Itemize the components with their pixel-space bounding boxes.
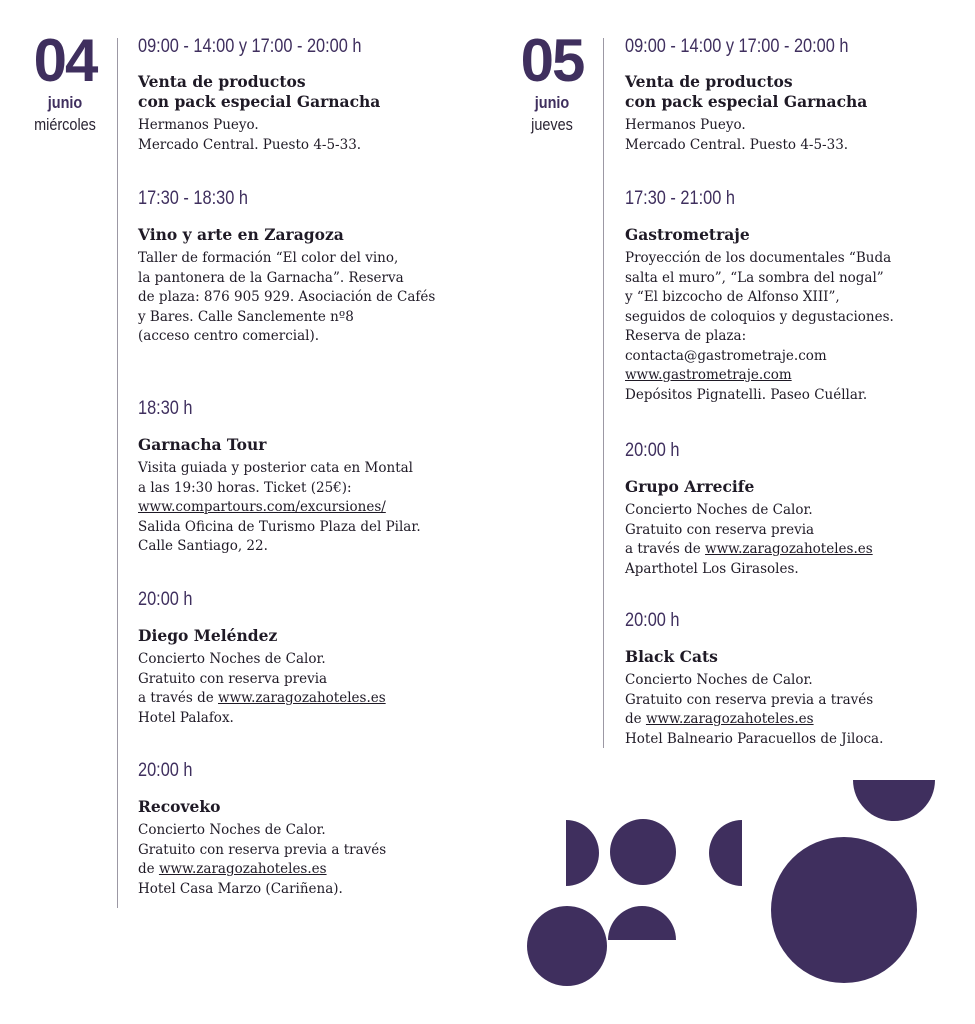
event-desc-line: seguidos de coloquios y degustaciones.	[625, 308, 894, 325]
day-weekday: jueves	[531, 115, 573, 134]
event-title-line: Black Cats	[625, 647, 718, 666]
half-circle-shape	[608, 906, 676, 940]
event-time: 20:00 h	[138, 589, 193, 610]
large-circle-shape	[771, 837, 917, 983]
zaragozahoteles-link[interactable]: www.zaragozahoteles.es	[218, 690, 386, 706]
event-desc-line: salta el muro”, “La sombra del nogal”	[625, 269, 884, 286]
event-time: 20:00 h	[625, 440, 680, 461]
event-desc-line: de plaza: 876 905 929. Asociación de Cafés	[138, 289, 436, 305]
event-desc-line: Proyección de los documentales “Buda	[625, 250, 892, 266]
event-desc-line: Hotel Palafox.	[138, 709, 234, 726]
day-month: junio	[47, 93, 83, 112]
event-desc-line: Hermanos Pueyo.	[625, 117, 746, 133]
event-desc-line: Hermanos Pueyo.	[138, 117, 259, 133]
day-weekday: miércoles	[34, 115, 96, 134]
event-title-line: Gastrometraje	[625, 225, 750, 244]
event-desc-line: Calle Santiago, 22.	[138, 538, 268, 554]
event-desc-line: Gratuito con reserva previa	[625, 521, 815, 538]
event-desc-line: Mercado Central. Puesto 4-5-33.	[625, 136, 849, 153]
event-desc-line: (acceso centro comercial).	[138, 328, 320, 344]
circle-shape	[610, 819, 676, 885]
de-text: de	[625, 711, 646, 727]
event-desc-line: Hotel Balneario Paracuellos de Jiloca.	[625, 730, 884, 747]
half-circle-shape	[566, 820, 599, 886]
event-desc-line: contacta@gastrometraje.com	[625, 347, 827, 364]
half-circle-shape	[853, 780, 935, 821]
event-title-line: con pack especial Garnacha	[138, 92, 381, 111]
zaragozahoteles-link[interactable]: www.zaragozahoteles.es	[158, 861, 327, 877]
event-title-line: Venta de productos	[138, 72, 306, 91]
event-time: 09:00 - 14:00 y 17:00 - 20:00 h	[625, 36, 849, 57]
zaragozahoteles-link[interactable]: www.zaragozahoteles.es	[645, 711, 814, 727]
event-desc-line: y “El bizcocho de Alfonso XIII”,	[625, 289, 840, 305]
compartours-link[interactable]: www.compartours.com/excursiones/	[138, 499, 386, 515]
event-desc-line: Aparthotel Los Girasoles.	[625, 560, 799, 577]
event-time: 17:30 - 21:00 h	[625, 188, 735, 209]
day-number: 05	[520, 27, 584, 94]
event-title-line: Grupo Arrecife	[625, 477, 755, 496]
via-text: a través de	[138, 690, 219, 706]
event-title-line: Garnacha Tour	[138, 435, 267, 454]
event-desc-line: Taller de formación “El color del vino,	[138, 250, 399, 266]
event-desc-line: Depósitos Pignatelli. Paseo Cuéllar.	[625, 386, 868, 403]
event-desc-line: Concierto Noches de Calor.	[138, 651, 326, 667]
event-title-line: Vino y arte en Zaragoza	[138, 225, 344, 244]
event-title-line: Venta de productos	[625, 72, 793, 91]
event-time: 18:30 h	[138, 398, 193, 419]
event-time: 09:00 - 14:00 y 17:00 - 20:00 h	[138, 36, 362, 57]
event-desc-line: Concierto Noches de Calor.	[138, 822, 326, 838]
event-desc-line: Gratuito con reserva previa a través	[625, 691, 874, 708]
event-title-line: Recoveko	[138, 797, 221, 816]
event-desc-line: Gratuito con reserva previa	[138, 670, 328, 687]
de-text: de	[138, 861, 159, 877]
event-desc-line: Concierto Noches de Calor.	[625, 672, 813, 688]
day-month: junio	[534, 93, 570, 112]
circle-shape	[527, 906, 607, 986]
event-desc-line: Hotel Casa Marzo (Cariñena).	[138, 880, 343, 897]
event-desc-line: a las 19:30 horas. Ticket (25€):	[138, 479, 352, 496]
event-time: 20:00 h	[138, 760, 193, 781]
event-desc-line: Visita guiada y posterior cata en Montal	[138, 460, 413, 476]
via-text: a través de	[625, 541, 706, 557]
gastrometraje-link[interactable]: www.gastrometraje.com	[625, 367, 792, 383]
event-title-line: Diego Meléndez	[138, 626, 278, 645]
event-desc-line: Concierto Noches de Calor.	[625, 502, 813, 518]
half-circle-shape	[709, 820, 742, 886]
event-desc-line: Salida Oficina de Turismo Plaza del Pilar.	[138, 518, 421, 535]
event-desc-line: la pantonera de la Garnacha”. Reserva	[138, 269, 404, 286]
event-desc-line: Gratuito con reserva previa a través	[138, 841, 387, 858]
event-desc-line: Mercado Central. Puesto 4-5-33.	[138, 136, 362, 153]
event-time: 20:00 h	[625, 610, 680, 631]
event-desc-line: Reserva de plaza:	[625, 328, 747, 344]
event-desc-line: y Bares. Calle Sanclemente nº8	[138, 308, 354, 325]
zaragozahoteles-link[interactable]: www.zaragozahoteles.es	[705, 541, 873, 557]
event-time: 17:30 - 18:30 h	[138, 188, 248, 209]
day-number: 04	[33, 27, 97, 94]
event-title-line: con pack especial Garnacha	[625, 92, 868, 111]
